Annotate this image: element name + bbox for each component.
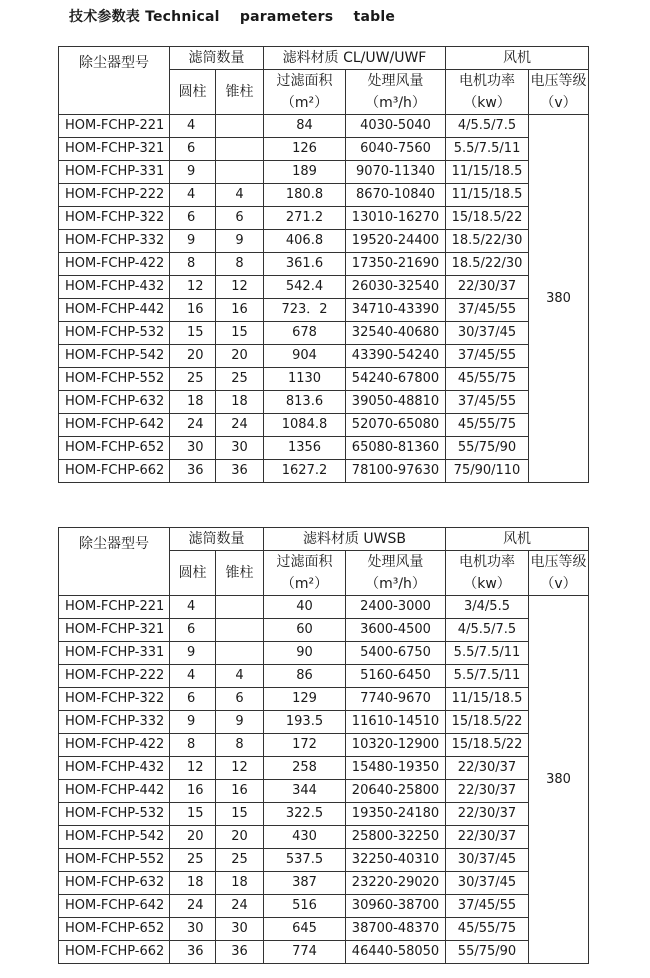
cone-count-cell (216, 161, 264, 184)
table-row (59, 642, 589, 665)
motor-power-cell: 15/18.5/22 (446, 207, 529, 230)
model-cell: HOM-FCHP-222 (59, 665, 170, 688)
table-row (59, 207, 589, 230)
motor-power-cell: 30/37/45 (446, 872, 529, 895)
cylinder-count-cell: 9 (170, 230, 216, 253)
header-voltage: 电压等级 (529, 70, 589, 93)
parameters-table-uwsb (58, 527, 589, 964)
cone-count-cell: 25 (216, 368, 264, 391)
model-cell: HOM-FCHP-632 (59, 872, 170, 895)
airflow-cell: 34710-43390 (346, 299, 446, 322)
airflow-cell: 4030-5040 (346, 115, 446, 138)
cylinder-count-cell: 30 (170, 918, 216, 941)
cone-count-cell: 24 (216, 895, 264, 918)
motor-power-cell: 11/15/18.5 (446, 688, 529, 711)
header-area: 过滤面积 (264, 70, 346, 93)
header-material: 滤料材质 CL/UW/UWF (264, 47, 446, 70)
table-row (59, 391, 589, 414)
table-row (59, 368, 589, 391)
filter-area-cell: 180.8 (264, 184, 346, 207)
table-row (59, 115, 589, 138)
airflow-cell: 15480-19350 (346, 757, 446, 780)
header-filter-count: 滤筒数量 (170, 47, 264, 70)
header-model: 除尘器型号 (59, 47, 170, 115)
cone-count-cell: 9 (216, 711, 264, 734)
cylinder-count-cell: 25 (170, 849, 216, 872)
motor-power-cell: 37/45/55 (446, 895, 529, 918)
motor-power-cell: 22/30/37 (446, 826, 529, 849)
table-row (59, 276, 589, 299)
cone-count-cell: 30 (216, 437, 264, 460)
airflow-cell: 13010-16270 (346, 207, 446, 230)
airflow-cell: 38700-48370 (346, 918, 446, 941)
cylinder-count-cell: 16 (170, 780, 216, 803)
filter-area-cell: 271.2 (264, 207, 346, 230)
model-cell: HOM-FCHP-542 (59, 345, 170, 368)
model-cell: HOM-FCHP-331 (59, 642, 170, 665)
model-cell: HOM-FCHP-442 (59, 780, 170, 803)
filter-area-cell: 813.6 (264, 391, 346, 414)
cone-count-cell: 15 (216, 322, 264, 345)
airflow-cell: 39050-48810 (346, 391, 446, 414)
model-cell: HOM-FCHP-642 (59, 414, 170, 437)
motor-power-cell: 22/30/37 (446, 276, 529, 299)
model-cell: HOM-FCHP-662 (59, 460, 170, 483)
airflow-cell: 19350-24180 (346, 803, 446, 826)
motor-power-cell: 37/45/55 (446, 391, 529, 414)
filter-area-cell: 344 (264, 780, 346, 803)
cylinder-count-cell: 20 (170, 345, 216, 368)
table-row (59, 872, 589, 895)
airflow-cell: 65080-81360 (346, 437, 446, 460)
model-cell: HOM-FCHP-652 (59, 918, 170, 941)
table-row (59, 253, 589, 276)
model-cell: HOM-FCHP-632 (59, 391, 170, 414)
voltage-value-cell: 380 (529, 596, 589, 964)
motor-power-cell: 45/55/75 (446, 918, 529, 941)
cylinder-count-cell: 6 (170, 207, 216, 230)
motor-power-cell: 22/30/37 (446, 803, 529, 826)
parameters-table-cl-uw-uwf (58, 46, 589, 483)
cylinder-count-cell: 20 (170, 826, 216, 849)
cylinder-count-cell: 6 (170, 138, 216, 161)
table-row (59, 711, 589, 734)
cone-count-cell: 4 (216, 665, 264, 688)
motor-power-cell: 5.5/7.5/11 (446, 642, 529, 665)
motor-power-cell: 11/15/18.5 (446, 161, 529, 184)
table-row (59, 596, 589, 619)
cylinder-count-cell: 24 (170, 414, 216, 437)
motor-power-cell: 55/75/90 (446, 437, 529, 460)
table-row (59, 619, 589, 642)
table-row (59, 918, 589, 941)
table-row (59, 826, 589, 849)
cylinder-count-cell: 24 (170, 895, 216, 918)
filter-area-cell: 1084.8 (264, 414, 346, 437)
header-area-unit: （m²） (264, 573, 346, 596)
header-voltage-unit: （v） (529, 92, 589, 115)
model-cell: HOM-FCHP-322 (59, 688, 170, 711)
airflow-cell: 78100-97630 (346, 460, 446, 483)
filter-area-cell: 406.8 (264, 230, 346, 253)
airflow-cell: 26030-32540 (346, 276, 446, 299)
header-cylinder: 圆柱 (170, 551, 216, 596)
airflow-cell: 30960-38700 (346, 895, 446, 918)
cone-count-cell: 16 (216, 299, 264, 322)
cylinder-count-cell: 8 (170, 253, 216, 276)
motor-power-cell: 4/5.5/7.5 (446, 115, 529, 138)
model-cell: HOM-FCHP-422 (59, 253, 170, 276)
table-row (59, 161, 589, 184)
filter-area-cell: 193.5 (264, 711, 346, 734)
table-row (59, 460, 589, 483)
cone-count-cell: 15 (216, 803, 264, 826)
cone-count-cell: 18 (216, 391, 264, 414)
motor-power-cell: 37/45/55 (446, 299, 529, 322)
cylinder-count-cell: 8 (170, 734, 216, 757)
table-row (59, 322, 589, 345)
filter-area-cell: 40 (264, 596, 346, 619)
cone-count-cell: 12 (216, 276, 264, 299)
cylinder-count-cell: 4 (170, 184, 216, 207)
airflow-cell: 3600-4500 (346, 619, 446, 642)
filter-area-cell: 172 (264, 734, 346, 757)
filter-area-cell: 1130 (264, 368, 346, 391)
airflow-cell: 5160-6450 (346, 665, 446, 688)
voltage-value-cell: 380 (529, 115, 589, 483)
filter-area-cell: 258 (264, 757, 346, 780)
cylinder-count-cell: 36 (170, 941, 216, 964)
model-cell: HOM-FCHP-222 (59, 184, 170, 207)
header-cone: 锥柱 (216, 551, 264, 596)
cone-count-cell: 8 (216, 253, 264, 276)
filter-area-cell: 322.5 (264, 803, 346, 826)
model-cell: HOM-FCHP-642 (59, 895, 170, 918)
filter-area-cell: 537.5 (264, 849, 346, 872)
filter-area-cell: 189 (264, 161, 346, 184)
model-cell: HOM-FCHP-321 (59, 619, 170, 642)
table-row (59, 895, 589, 918)
cylinder-count-cell: 4 (170, 596, 216, 619)
model-cell: HOM-FCHP-552 (59, 849, 170, 872)
motor-power-cell: 5.5/7.5/11 (446, 138, 529, 161)
model-cell: HOM-FCHP-322 (59, 207, 170, 230)
table-row (59, 849, 589, 872)
header-material: 滤料材质 UWSB (264, 528, 446, 551)
model-cell: HOM-FCHP-422 (59, 734, 170, 757)
model-cell: HOM-FCHP-432 (59, 757, 170, 780)
header-airflow: 处理风量 (346, 70, 446, 93)
table-row (59, 941, 589, 964)
header-airflow: 处理风量 (346, 551, 446, 574)
airflow-cell: 23220-29020 (346, 872, 446, 895)
model-cell: HOM-FCHP-432 (59, 276, 170, 299)
cylinder-count-cell: 25 (170, 368, 216, 391)
header-power: 电机功率 (446, 551, 529, 574)
filter-area-cell: 678 (264, 322, 346, 345)
cylinder-count-cell: 9 (170, 711, 216, 734)
cone-count-cell: 4 (216, 184, 264, 207)
model-cell: HOM-FCHP-321 (59, 138, 170, 161)
model-cell: HOM-FCHP-221 (59, 115, 170, 138)
table-row (59, 688, 589, 711)
filter-area-cell: 1356 (264, 437, 346, 460)
cylinder-count-cell: 4 (170, 115, 216, 138)
header-voltage-unit: （v） (529, 573, 589, 596)
cone-count-cell: 25 (216, 849, 264, 872)
cone-count-cell (216, 115, 264, 138)
motor-power-cell: 18.5/22/30 (446, 253, 529, 276)
motor-power-cell: 30/37/45 (446, 849, 529, 872)
airflow-cell: 54240-67800 (346, 368, 446, 391)
header-fan: 风机 (446, 47, 589, 70)
cone-count-cell: 20 (216, 826, 264, 849)
filter-area-cell: 86 (264, 665, 346, 688)
motor-power-cell: 30/37/45 (446, 322, 529, 345)
cylinder-count-cell: 30 (170, 437, 216, 460)
table-row (59, 437, 589, 460)
model-cell: HOM-FCHP-221 (59, 596, 170, 619)
motor-power-cell: 37/45/55 (446, 345, 529, 368)
cone-count-cell: 36 (216, 941, 264, 964)
header-power-unit: （kw） (446, 573, 529, 596)
filter-area-cell: 387 (264, 872, 346, 895)
header-area: 过滤面积 (264, 551, 346, 574)
airflow-cell: 20640-25800 (346, 780, 446, 803)
motor-power-cell: 5.5/7.5/11 (446, 665, 529, 688)
filter-area-cell: 904 (264, 345, 346, 368)
table-row (59, 414, 589, 437)
table-row (59, 230, 589, 253)
cone-count-cell: 6 (216, 207, 264, 230)
header-area-unit: （m²） (264, 92, 346, 115)
motor-power-cell: 3/4/5.5 (446, 596, 529, 619)
header-cylinder: 圆柱 (170, 70, 216, 115)
motor-power-cell: 22/30/37 (446, 757, 529, 780)
cone-count-cell: 8 (216, 734, 264, 757)
airflow-cell: 43390-54240 (346, 345, 446, 368)
table-row (59, 138, 589, 161)
motor-power-cell: 45/55/75 (446, 414, 529, 437)
table-row (59, 757, 589, 780)
airflow-cell: 25800-32250 (346, 826, 446, 849)
model-cell: HOM-FCHP-542 (59, 826, 170, 849)
model-cell: HOM-FCHP-532 (59, 322, 170, 345)
filter-area-cell: 361.6 (264, 253, 346, 276)
airflow-cell: 10320-12900 (346, 734, 446, 757)
airflow-cell: 52070-65080 (346, 414, 446, 437)
motor-power-cell: 18.5/22/30 (446, 230, 529, 253)
header-power-unit: （kw） (446, 92, 529, 115)
filter-area-cell: 774 (264, 941, 346, 964)
cone-count-cell (216, 596, 264, 619)
header-power: 电机功率 (446, 70, 529, 93)
cylinder-count-cell: 36 (170, 460, 216, 483)
airflow-cell: 32250-40310 (346, 849, 446, 872)
cylinder-count-cell: 12 (170, 276, 216, 299)
cone-count-cell: 30 (216, 918, 264, 941)
model-cell: HOM-FCHP-331 (59, 161, 170, 184)
filter-area-cell: 542.4 (264, 276, 346, 299)
header-voltage: 电压等级 (529, 551, 589, 574)
cone-count-cell: 16 (216, 780, 264, 803)
cone-count-cell: 24 (216, 414, 264, 437)
airflow-cell: 17350-21690 (346, 253, 446, 276)
cylinder-count-cell: 18 (170, 872, 216, 895)
cylinder-count-cell: 15 (170, 322, 216, 345)
motor-power-cell: 75/90/110 (446, 460, 529, 483)
motor-power-cell: 55/75/90 (446, 941, 529, 964)
motor-power-cell: 4/5.5/7.5 (446, 619, 529, 642)
airflow-cell: 46440-58050 (346, 941, 446, 964)
page-title: 技术参数表 Technical parameters table (69, 9, 396, 25)
cone-count-cell: 12 (216, 757, 264, 780)
header-cone: 锥柱 (216, 70, 264, 115)
cone-count-cell (216, 138, 264, 161)
airflow-cell: 8670-10840 (346, 184, 446, 207)
airflow-cell: 5400-6750 (346, 642, 446, 665)
table-row (59, 780, 589, 803)
table-row (59, 665, 589, 688)
model-cell: HOM-FCHP-662 (59, 941, 170, 964)
filter-area-cell: 645 (264, 918, 346, 941)
motor-power-cell: 45/55/75 (446, 368, 529, 391)
table-row (59, 184, 589, 207)
table-row (59, 345, 589, 368)
filter-area-cell: 1627.2 (264, 460, 346, 483)
cone-count-cell: 6 (216, 688, 264, 711)
motor-power-cell: 11/15/18.5 (446, 184, 529, 207)
airflow-cell: 6040-7560 (346, 138, 446, 161)
header-filter-count: 滤筒数量 (170, 528, 264, 551)
airflow-cell: 11610-14510 (346, 711, 446, 734)
airflow-cell: 19520-24400 (346, 230, 446, 253)
airflow-cell: 32540-40680 (346, 322, 446, 345)
header-airflow-unit: （m³/h） (346, 92, 446, 115)
motor-power-cell: 15/18.5/22 (446, 734, 529, 757)
filter-area-cell: 430 (264, 826, 346, 849)
cone-count-cell: 36 (216, 460, 264, 483)
table-row (59, 299, 589, 322)
cylinder-count-cell: 18 (170, 391, 216, 414)
filter-area-cell: 516 (264, 895, 346, 918)
filter-area-cell: 126 (264, 138, 346, 161)
airflow-cell: 9070-11340 (346, 161, 446, 184)
cylinder-count-cell: 16 (170, 299, 216, 322)
cone-count-cell: 9 (216, 230, 264, 253)
model-cell: HOM-FCHP-652 (59, 437, 170, 460)
motor-power-cell: 15/18.5/22 (446, 711, 529, 734)
cone-count-cell (216, 619, 264, 642)
table-row (59, 803, 589, 826)
model-cell: HOM-FCHP-552 (59, 368, 170, 391)
cone-count-cell (216, 642, 264, 665)
motor-power-cell: 22/30/37 (446, 780, 529, 803)
header-model: 除尘器型号 (59, 528, 170, 596)
model-cell: HOM-FCHP-332 (59, 230, 170, 253)
filter-area-cell: 129 (264, 688, 346, 711)
header-fan: 风机 (446, 528, 589, 551)
cone-count-cell: 18 (216, 872, 264, 895)
airflow-cell: 2400-3000 (346, 596, 446, 619)
cylinder-count-cell: 6 (170, 688, 216, 711)
table-row (59, 734, 589, 757)
cone-count-cell: 20 (216, 345, 264, 368)
cylinder-count-cell: 9 (170, 642, 216, 665)
filter-area-cell: 90 (264, 642, 346, 665)
header-airflow-unit: （m³/h） (346, 573, 446, 596)
model-cell: HOM-FCHP-532 (59, 803, 170, 826)
cylinder-count-cell: 15 (170, 803, 216, 826)
model-cell: HOM-FCHP-442 (59, 299, 170, 322)
cylinder-count-cell: 9 (170, 161, 216, 184)
filter-area-cell: 84 (264, 115, 346, 138)
filter-area-cell: 60 (264, 619, 346, 642)
filter-area-cell: 723．2 (264, 299, 346, 322)
airflow-cell: 7740-9670 (346, 688, 446, 711)
cylinder-count-cell: 6 (170, 619, 216, 642)
cylinder-count-cell: 4 (170, 665, 216, 688)
cylinder-count-cell: 12 (170, 757, 216, 780)
model-cell: HOM-FCHP-332 (59, 711, 170, 734)
